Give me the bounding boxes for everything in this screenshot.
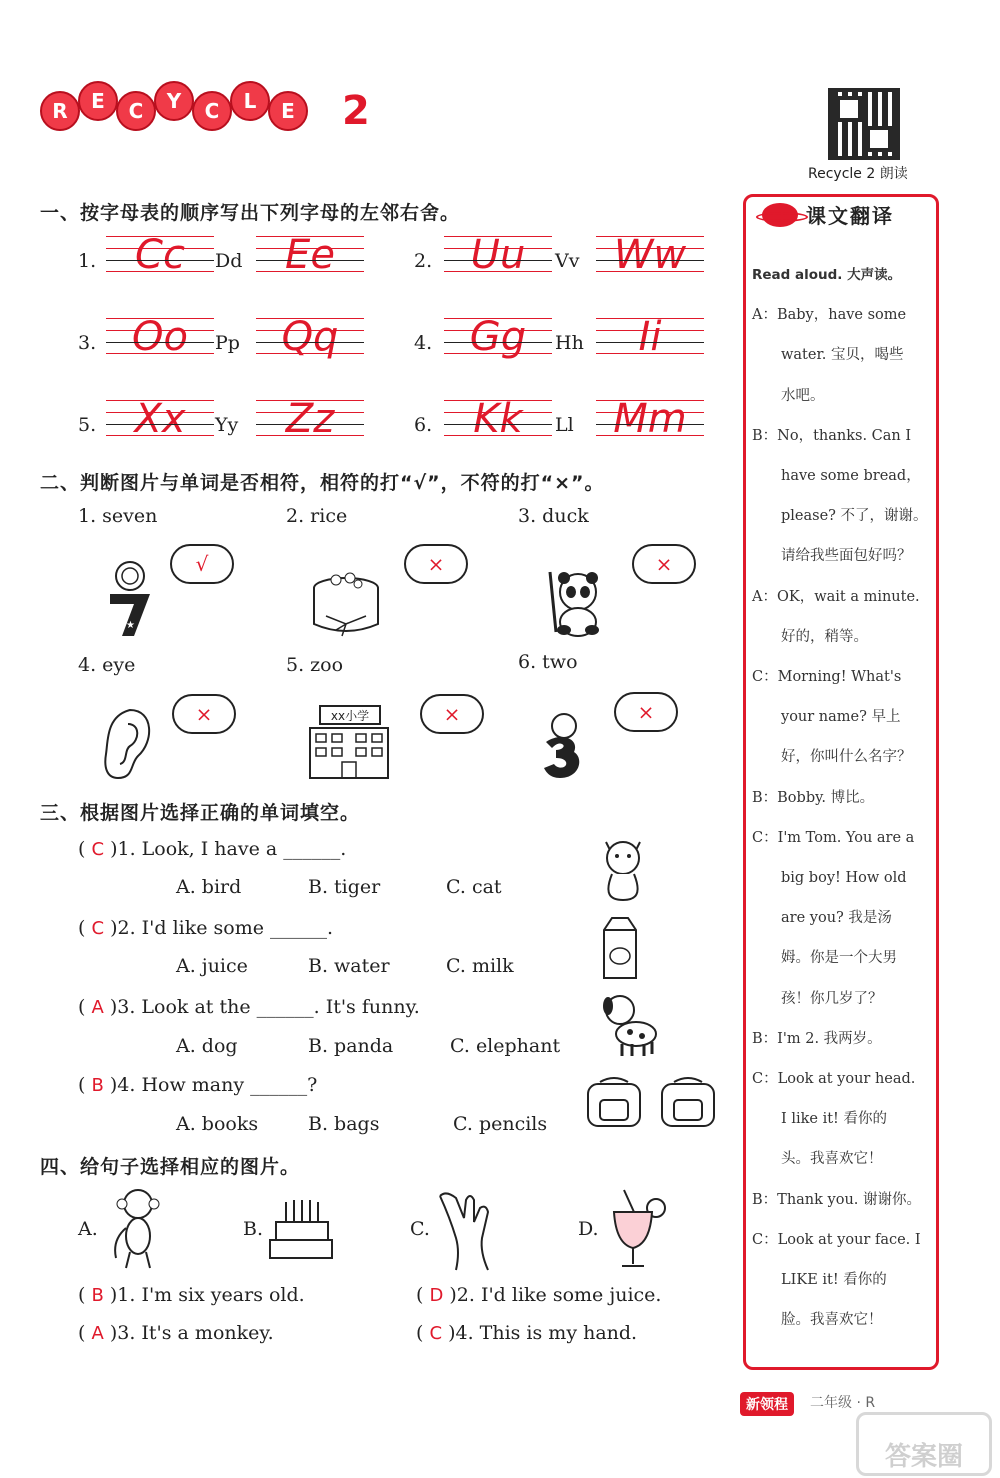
milk-carton-icon xyxy=(598,914,642,980)
unit-number: 2 xyxy=(342,88,370,134)
qr-caption: Recycle 2 朗读 xyxy=(808,166,908,182)
dialogue-line: please? 不了，谢谢。 xyxy=(752,508,928,525)
dialogue-line: A：Baby，have some xyxy=(752,307,907,324)
dialogue-line: B：Thank you. 谢谢你。 xyxy=(752,1191,922,1208)
answer-letters[interactable]: Mm xyxy=(613,396,687,442)
monkey-icon xyxy=(108,1188,168,1270)
answer-letters[interactable]: Ii xyxy=(638,314,662,360)
panel-subtitle: Read aloud. 大声读。 xyxy=(752,267,902,283)
answer-letters[interactable]: Qq xyxy=(281,314,339,360)
writing-lines xyxy=(596,396,704,442)
title-letter: E xyxy=(268,91,308,131)
hand-icon xyxy=(436,1188,496,1272)
panel-body xyxy=(752,255,932,1340)
dialogue-line: B：No，thanks. Can I xyxy=(752,427,912,444)
answer-letters[interactable]: Ee xyxy=(285,232,335,278)
given-letters: Vv xyxy=(555,250,580,272)
picture-letter: B. xyxy=(243,1218,264,1240)
answer-mark[interactable]: A xyxy=(91,997,104,1018)
answer-letters[interactable]: Xx xyxy=(134,396,186,442)
word-label: 4. eye xyxy=(78,654,136,676)
writing-lines xyxy=(256,396,364,442)
sentence-row: ( A )3. It's a monkey. xyxy=(78,1322,274,1344)
option-b[interactable]: B. tiger xyxy=(308,876,381,898)
dialogue-line: are you? 我是汤 xyxy=(752,910,892,927)
given-letters: Dd xyxy=(215,250,243,272)
answer-bubble[interactable]: × xyxy=(172,694,236,734)
item-number: 6. xyxy=(414,414,433,436)
answer-mark[interactable]: A xyxy=(91,1323,104,1344)
answer-bubble[interactable]: × xyxy=(420,694,484,734)
word-label: 5. zoo xyxy=(286,654,344,676)
writing-lines xyxy=(596,232,704,278)
answer-bubble[interactable]: √ xyxy=(170,544,234,584)
answer-mark[interactable]: C xyxy=(91,839,105,860)
answer-letters[interactable]: Gg xyxy=(469,314,527,360)
given-letters: Hh xyxy=(555,332,584,354)
question-text: )3. Look at the ______. It's funny. xyxy=(109,996,420,1018)
dialogue-line: 好，你叫什么名字？ xyxy=(752,749,912,766)
dialogue-line: B：I'm 2. 我两岁。 xyxy=(752,1030,882,1047)
dialogue-line: 孩！你几岁了？ xyxy=(752,990,883,1007)
planet-icon xyxy=(762,203,798,227)
writing-lines xyxy=(256,314,364,360)
item-number: 1. xyxy=(78,250,97,272)
dog-icon xyxy=(598,992,662,1060)
dialogue-line: A：OK，wait a minute. xyxy=(752,588,920,605)
dialogue-line: C：I'm Tom. You are a xyxy=(752,829,915,846)
dialogue-line: I like it! 看你的 xyxy=(752,1111,887,1128)
option-b[interactable]: B. water xyxy=(308,955,390,977)
question-text: )2. I'd like some ______. xyxy=(110,917,334,939)
option-c[interactable]: C. pencils xyxy=(453,1113,548,1135)
panda-icon xyxy=(538,568,608,638)
question-text: )1. Look, I have a ______. xyxy=(110,838,347,860)
given-letters: Ll xyxy=(555,414,574,436)
sentence-row: ( C )4. This is my hand. xyxy=(416,1322,638,1344)
dialogue-line: big boy! How old xyxy=(752,870,907,887)
given-letters: Yy xyxy=(215,414,239,436)
picture-letter: C. xyxy=(410,1218,430,1240)
writing-lines xyxy=(444,396,552,442)
school-sign: xx小学 xyxy=(330,709,370,723)
qr-code-icon[interactable] xyxy=(828,88,900,160)
birthday-cake-icon xyxy=(268,1196,334,1262)
dialogue-line: water. 宝贝，喝些 xyxy=(752,347,904,364)
unit-title xyxy=(40,88,370,134)
section1-title: 一、按字母表的顺序写出下列字母的左邻右舍。 xyxy=(40,202,461,224)
dialogue-line: 水吧。 xyxy=(752,387,825,404)
option-a[interactable]: A. dog xyxy=(176,1035,238,1057)
dialogue-line: have some bread， xyxy=(752,468,921,485)
sentence-row: ( B )1. I'm six years old. xyxy=(78,1284,305,1306)
writing-lines xyxy=(444,232,552,278)
number-seven-icon xyxy=(104,560,164,640)
dialogue-line: B：Bobby. 博比。 xyxy=(752,789,875,806)
option-b[interactable]: B. panda xyxy=(308,1035,394,1057)
word-label: 1. seven xyxy=(78,505,158,527)
answer-letters[interactable]: Zz xyxy=(285,396,335,442)
bags-icon xyxy=(578,1074,728,1130)
publisher-logo: 新领程 xyxy=(740,1392,794,1416)
title-letter: C xyxy=(116,91,156,131)
option-a[interactable]: A. juice xyxy=(176,955,248,977)
answer-mark[interactable]: C xyxy=(429,1323,443,1344)
item-number: 5. xyxy=(78,414,97,436)
word-label: 3. duck xyxy=(518,505,589,527)
sentence-row: ( D )2. I'd like some juice. xyxy=(416,1284,662,1306)
school-icon xyxy=(306,704,392,780)
title-letter: E xyxy=(78,81,118,121)
dialogue-line: LIKE it! 看你的 xyxy=(752,1272,887,1289)
question-row: ( B )4. How many ______? xyxy=(78,1074,318,1096)
answer-mark[interactable]: B xyxy=(91,1075,104,1096)
dialogue-line: 好的，稍等。 xyxy=(752,628,868,645)
dialogue-line: 脸。我喜欢它！ xyxy=(752,1312,883,1329)
writing-lines xyxy=(596,314,704,360)
answer-letters[interactable]: Ww xyxy=(613,232,687,278)
writing-lines xyxy=(106,314,214,360)
answer-bubble[interactable]: × xyxy=(614,692,678,732)
panel-header xyxy=(762,200,894,229)
answer-bubble[interactable]: × xyxy=(632,544,696,584)
option-b[interactable]: B. bags xyxy=(308,1113,380,1135)
ear-icon xyxy=(100,706,156,782)
section2-title: 二、判断图片与单词是否相符，相符的打“√”，不符的打“×”。 xyxy=(40,472,605,494)
dialogue-line: C：Look at your head. xyxy=(752,1071,916,1088)
svg-text:★: ★ xyxy=(126,620,135,631)
title-letter: Y xyxy=(154,81,194,121)
answer-mark[interactable]: B xyxy=(91,1285,104,1306)
answer-mark[interactable]: C xyxy=(91,918,105,939)
dialogue-line: C：Look at your face. I xyxy=(752,1231,921,1248)
option-a[interactable]: A. books xyxy=(176,1113,259,1135)
dialogue-line: 请给我些面包好吗？ xyxy=(752,548,912,565)
dialogue-line: C：Morning! What's xyxy=(752,669,902,686)
picture-letter: D. xyxy=(578,1218,599,1240)
writing-lines xyxy=(106,232,214,278)
dialogue-line: 头。我喜欢它！ xyxy=(752,1151,883,1168)
cat-icon xyxy=(598,834,648,902)
option-a[interactable]: A. bird xyxy=(176,876,242,898)
answer-letters[interactable]: Cc xyxy=(135,232,185,278)
writing-lines xyxy=(256,232,364,278)
question-text: )4. How many ______? xyxy=(109,1074,318,1096)
dialogue-line: 姆。你是一个大男 xyxy=(752,950,897,967)
sentence-text: )2. I'd like some juice. xyxy=(449,1284,662,1306)
answer-bubble[interactable]: × xyxy=(404,544,468,584)
juice-glass-icon xyxy=(604,1188,668,1270)
option-c[interactable]: C. milk xyxy=(446,955,514,977)
item-number: 3. xyxy=(78,332,97,354)
title-letter: L xyxy=(230,81,270,121)
question-row: ( A )3. Look at the ______. It's funny. xyxy=(78,996,420,1018)
section3-title: 三、根据图片选择正确的单词填空。 xyxy=(40,802,361,824)
question-row: ( C )1. Look, I have a ______. xyxy=(78,838,347,860)
title-letter: C xyxy=(192,91,232,131)
number-three-icon xyxy=(540,712,590,780)
sentence-text: )3. It's a monkey. xyxy=(109,1322,274,1344)
question-row: ( C )2. I'd like some ______. xyxy=(78,917,334,939)
answer-letters[interactable]: Kk xyxy=(473,396,523,442)
picture-letter: A. xyxy=(78,1218,98,1240)
answer-mark[interactable]: D xyxy=(429,1285,444,1306)
cake-icon xyxy=(306,568,386,638)
option-c[interactable]: C. cat xyxy=(446,876,502,898)
panel-title: 课文翻译 xyxy=(806,204,894,228)
word-label: 6. two xyxy=(518,651,578,673)
section4-title: 四、给句子选择相应的图片。 xyxy=(40,1156,301,1178)
answer-letters[interactable]: Oo xyxy=(132,314,188,360)
item-number: 4. xyxy=(414,332,433,354)
writing-lines xyxy=(106,396,214,442)
given-letters: Pp xyxy=(215,332,240,354)
footer-grade: 二年级 · R xyxy=(810,1395,876,1411)
watermark: 答案圈 xyxy=(856,1412,992,1476)
sentence-text: )4. This is my hand. xyxy=(448,1322,638,1344)
answer-letters[interactable]: Uu xyxy=(470,232,526,278)
word-label: 2. rice xyxy=(286,505,348,527)
writing-lines xyxy=(444,314,552,360)
option-c[interactable]: C. elephant xyxy=(450,1035,561,1057)
dialogue-line: your name? 早上 xyxy=(752,709,901,726)
title-letter: R xyxy=(40,91,80,131)
item-number: 2. xyxy=(414,250,433,272)
sentence-text: )1. I'm six years old. xyxy=(109,1284,305,1306)
